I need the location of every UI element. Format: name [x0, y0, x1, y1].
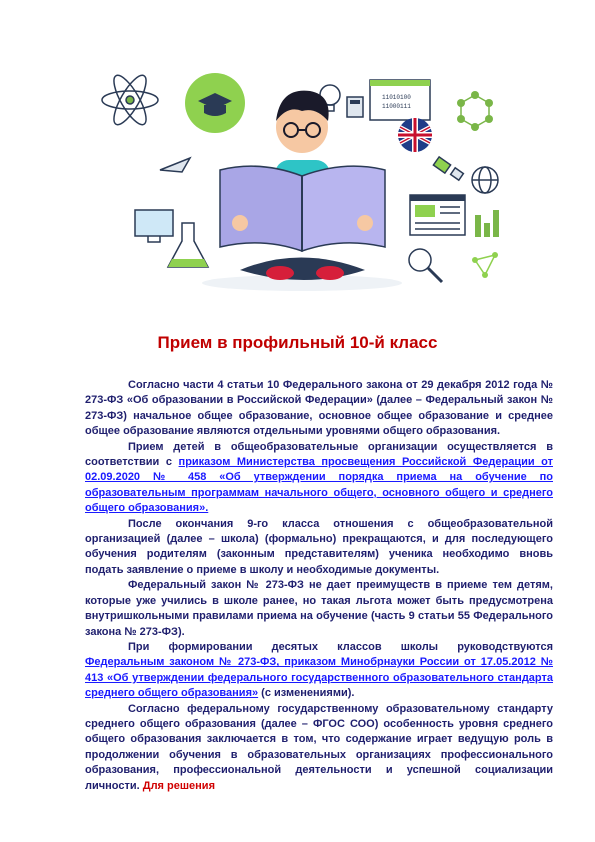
paragraph	[85, 578, 553, 640]
paragraph-text: (с изменениями).	[258, 687, 355, 700]
flask-icon	[168, 223, 208, 267]
magnifier-icon	[409, 249, 442, 282]
paragraph	[85, 517, 553, 579]
calculator-icon	[347, 97, 363, 117]
web-page-icon	[410, 195, 465, 235]
paragraph	[85, 702, 553, 794]
paragraph-text: Федеральный закон № 273-ФЗ не дает преимуществ в приеме тем детям, которые уже учились в школе ранее, но такая льгота может быть предусмотрена внутришкольными правилами приема на обучение (часть 9 статьи 55 Федерального закона № 273-ФЗ).	[85, 579, 553, 638]
atom-icon	[102, 71, 158, 128]
page-title: Прием в профильный 10-й класс	[157, 333, 438, 352]
education-illustration	[90, 55, 510, 295]
paragraph-text: Согласно федеральному государственному образовательному стандарту среднего общего образования (далее – ФГОС СОО) особенность уровня среднего общего образования заключается в том, что содержание играет ведущую роль в продолжении обучения в образовательных организациях профессионального образования, профессиональной деятельности и успешной социализации личности.	[85, 702, 553, 792]
paragraph	[85, 378, 553, 440]
uk-flag-icon	[398, 118, 432, 152]
paragraph-text: Согласно части 4 статьи 10 Федерального закона от 29 декабря 2012 года № 273-ФЗ «Об образовании в Российской Федерации» (далее – Федеральный закон № 273-ФЗ) начальное общее образование, основное общее образование и среднее общее образование являются отдельными уровнями общего образования.	[85, 379, 553, 438]
document-link[interactable]: Федеральным законом № 273-ФЗ, приказом Минобрнауки России от 17.05.2012 № 413 «Об утверждении федерального государственного образовательного стандарта среднего общего образования»	[85, 656, 553, 700]
svg-text:11010100: 11010100	[382, 94, 411, 101]
binary-screen-icon	[370, 80, 430, 120]
bar-chart-icon	[475, 210, 499, 237]
molecule-icon	[457, 91, 493, 131]
paragraph-text: Прием детей в общеобразовательные организации осуществляется в соответствии с	[85, 440, 553, 469]
document-link[interactable]: приказом Министерства просвещения Российской Федерации от 02.09.2020 № 458 «Об утверждении порядка приема на обучение по образовательным программам начального общего, основного общего и среднего общего образования».	[85, 456, 553, 515]
graduation-cap-icon	[185, 73, 245, 133]
svg-text:11000111: 11000111	[382, 103, 411, 110]
satellite-icon	[433, 157, 463, 180]
rocket-icon	[160, 158, 190, 172]
document-body	[85, 378, 553, 794]
paragraph-text: При формировании десятых классов школы руководствуются	[128, 640, 553, 653]
paragraph	[85, 640, 553, 702]
network-icon	[472, 252, 498, 278]
paragraph-text: После окончания 9-го класса отношения с общеобразовательной организацией (далее – школа) (формально) прекращаются, и для последующего обучения родителям (законным представителям) ученика необходимо вновь подать заявление о приеме в школу и необходимые документы.	[85, 517, 553, 576]
computer-icon	[135, 210, 173, 242]
globe-icon	[472, 167, 498, 193]
paragraph	[85, 440, 553, 517]
highlighted-text: Для решения	[142, 779, 215, 792]
